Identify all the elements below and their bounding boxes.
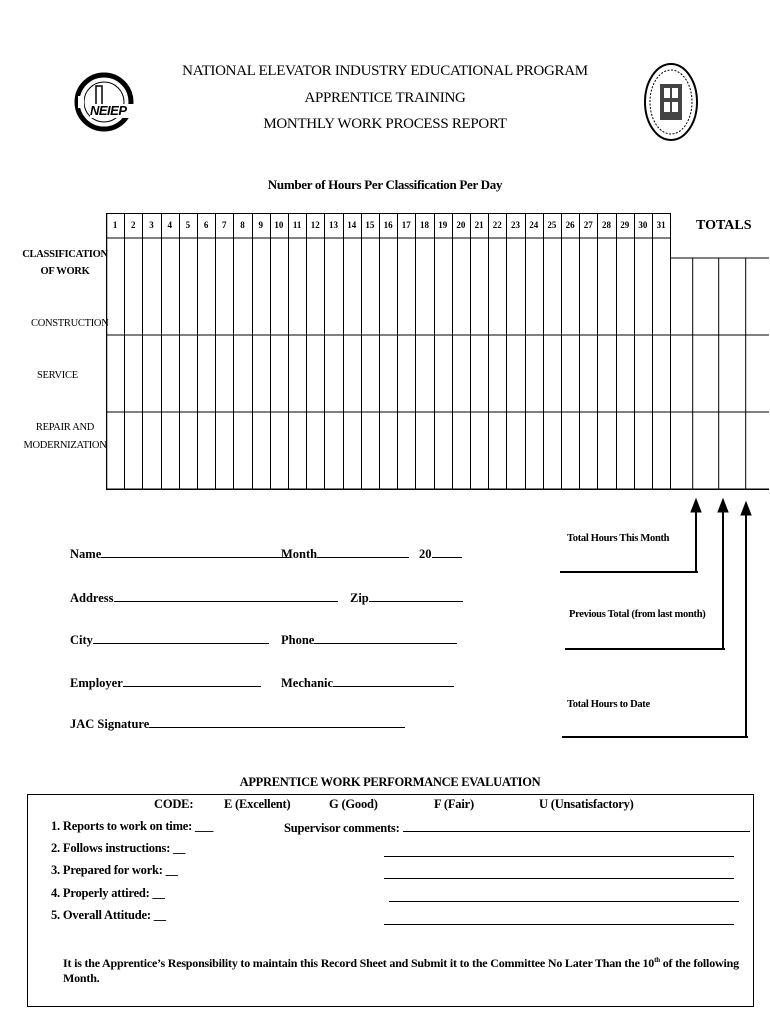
neiep-logo-icon — [74, 66, 138, 138]
hours-cell[interactable] — [635, 413, 651, 488]
employer-label: Employer — [70, 676, 123, 690]
hours-cell[interactable] — [617, 239, 633, 334]
classification-label-2: OF WORK — [40, 266, 90, 277]
hours-cell[interactable] — [180, 336, 196, 411]
hours-cell[interactable] — [362, 336, 378, 411]
hours-cell[interactable] — [380, 413, 396, 488]
eval-item-4[interactable]: 4. Properly attired: __ — [51, 886, 165, 900]
mechanic-label: Mechanic — [281, 676, 334, 690]
hours-cell[interactable] — [362, 239, 378, 334]
footer-note-sup: th — [654, 956, 660, 964]
hours-cell[interactable] — [453, 413, 469, 488]
hours-cell[interactable] — [653, 336, 669, 411]
day-header: 22 — [492, 220, 502, 230]
arrow-up-icon — [741, 502, 751, 515]
day-header: 31 — [656, 220, 666, 230]
hours-cell[interactable] — [180, 239, 196, 334]
jac-signature-field[interactable] — [70, 715, 405, 732]
hours-cell[interactable] — [325, 413, 341, 488]
employer-line[interactable] — [123, 674, 261, 687]
hours-cell[interactable] — [471, 239, 487, 334]
hours-cell[interactable] — [471, 413, 487, 488]
day-header: 19 — [438, 220, 448, 230]
hours-cell[interactable] — [344, 239, 360, 334]
zip-field[interactable] — [350, 589, 463, 606]
hours-cell[interactable] — [580, 239, 596, 334]
day-header: 25 — [547, 220, 557, 230]
hours-cell[interactable] — [198, 336, 214, 411]
hours-cell[interactable] — [544, 413, 560, 488]
evaluation-box — [27, 794, 754, 1007]
hours-cell[interactable] — [344, 413, 360, 488]
phone-line[interactable] — [314, 631, 457, 644]
day-header: 1 — [112, 220, 118, 230]
day-header: 8 — [240, 220, 245, 230]
city-label: City — [70, 633, 93, 647]
hours-cell[interactable] — [380, 239, 396, 334]
grid-caption: Number of Hours Per Classification Per Day — [267, 177, 503, 192]
hours-cell[interactable] — [435, 336, 451, 411]
hours-cell[interactable] — [635, 336, 651, 411]
hours-cell[interactable] — [125, 239, 141, 334]
hours-cell[interactable] — [580, 336, 596, 411]
hours-cell[interactable] — [471, 336, 487, 411]
hours-cell[interactable] — [544, 336, 560, 411]
hours-cell[interactable] — [253, 336, 269, 411]
hours-cell[interactable] — [289, 413, 305, 488]
hours-cell[interactable] — [253, 239, 269, 334]
day-header: 21 — [474, 220, 484, 230]
phone-field[interactable] — [281, 631, 457, 648]
header-line-2: APPRENTICE TRAINING — [304, 90, 466, 106]
hours-cell[interactable] — [398, 336, 414, 411]
hours-cell[interactable] — [325, 239, 341, 334]
eval-item-5[interactable]: 5. Overall Attitude: __ — [51, 908, 166, 922]
day-header: 16 — [383, 220, 393, 230]
row-label-service: SERVICE — [37, 370, 78, 381]
row-label-construction: CONSTRUCTION — [31, 318, 109, 329]
hours-cell[interactable] — [234, 336, 250, 411]
hours-cell[interactable] — [198, 413, 214, 488]
header-line-1: NATIONAL ELEVATOR INDUSTRY EDUCATIONAL PROGRAM — [182, 63, 588, 79]
hours-cell[interactable] — [507, 413, 523, 488]
arrow-up-icon — [691, 499, 701, 512]
hours-cell[interactable] — [143, 336, 159, 411]
hours-cell[interactable] — [271, 413, 287, 488]
footer-note-pre: It is the Apprentice’s Responsibility to maintain this Record Sheet and Submit it to the Committee No Later Than the 10 — [63, 956, 655, 970]
hours-cell[interactable] — [162, 336, 178, 411]
day-header: 24 — [529, 220, 539, 230]
day-header: 10 — [274, 220, 284, 230]
hours-cell[interactable] — [253, 413, 269, 488]
hours-cell[interactable] — [216, 413, 232, 488]
month-field[interactable] — [281, 545, 409, 562]
totals-header: TOTALS — [696, 218, 752, 233]
hours-cell[interactable] — [435, 239, 451, 334]
name-field[interactable] — [70, 545, 289, 562]
hours-cell[interactable] — [544, 239, 560, 334]
day-header: 20 — [456, 220, 466, 230]
zip-line[interactable] — [369, 589, 463, 602]
hours-cell[interactable] — [125, 336, 141, 411]
hours-cell[interactable] — [143, 413, 159, 488]
seal-icon — [643, 62, 699, 142]
day-header: 12 — [310, 220, 320, 230]
hours-cell[interactable] — [562, 336, 578, 411]
hours-cell[interactable] — [526, 336, 542, 411]
hours-cell[interactable] — [289, 336, 305, 411]
day-header: 7 — [222, 220, 227, 230]
day-header: 17 — [401, 220, 411, 230]
hours-cell[interactable] — [271, 239, 287, 334]
hours-cell[interactable] — [234, 239, 250, 334]
supervisor-comments-line-1[interactable] — [403, 819, 750, 832]
previous-total-label: Previous Total (from last month) — [569, 609, 706, 620]
day-header: 18 — [419, 220, 429, 230]
supervisor-comments-line-5[interactable] — [384, 924, 734, 925]
month-line[interactable] — [317, 545, 409, 558]
hours-cell[interactable] — [107, 413, 123, 488]
day-header: 2 — [131, 220, 136, 230]
hours-cell[interactable] — [453, 239, 469, 334]
neiep-logo-text: NEIEP — [90, 103, 127, 118]
hours-cell[interactable] — [653, 239, 669, 334]
code-excellent: E (Excellent) — [224, 797, 291, 811]
hours-cell[interactable] — [398, 413, 414, 488]
eval-item-2[interactable]: 2. Follows instructions: __ — [51, 841, 186, 855]
seal-logo — [643, 62, 699, 142]
hours-cell[interactable] — [598, 336, 614, 411]
code-unsatisfactory: U (Unsatisfactory) — [539, 797, 634, 811]
footer-note — [63, 956, 753, 986]
day-header: 5 — [185, 220, 191, 230]
mechanic-line[interactable] — [333, 674, 454, 687]
eval-item-1[interactable]: 1. Reports to work on time: ___ — [51, 819, 214, 833]
month-label: Month — [281, 547, 318, 561]
hours-grid — [106, 213, 769, 490]
name-line[interactable] — [101, 545, 289, 558]
hours-cell[interactable] — [143, 239, 159, 334]
day-header: 9 — [258, 220, 263, 230]
hours-cell[interactable] — [307, 239, 323, 334]
hours-cell[interactable] — [216, 336, 232, 411]
hours-cell[interactable] — [307, 336, 323, 411]
hours-cell[interactable] — [580, 413, 596, 488]
hours-cell[interactable] — [489, 239, 505, 334]
day-header: 3 — [149, 220, 154, 230]
hours-cell[interactable] — [380, 336, 396, 411]
day-header: 6 — [203, 220, 209, 230]
hours-cell[interactable] — [107, 239, 123, 334]
year-label: 20 — [419, 547, 432, 561]
hours-cell[interactable] — [162, 413, 178, 488]
classification-label-1: CLASSIFICATION — [22, 249, 108, 260]
day-header: 11 — [292, 220, 302, 230]
jac-signature-label: JAC Signature — [70, 717, 150, 731]
city-field[interactable] — [70, 631, 269, 648]
hours-cell[interactable] — [325, 336, 341, 411]
supervisor-comments-line-4[interactable] — [389, 901, 739, 902]
day-header: 26 — [565, 220, 575, 230]
hours-cell[interactable] — [107, 336, 123, 411]
supervisor-comments-line-3[interactable] — [384, 878, 734, 879]
hours-cell[interactable] — [125, 413, 141, 488]
zip-label: Zip — [350, 591, 369, 605]
employer-field[interactable] — [70, 674, 261, 691]
day-header: 27 — [583, 220, 593, 230]
hours-cell[interactable] — [598, 239, 614, 334]
hours-cell[interactable] — [507, 239, 523, 334]
name-label: Name — [70, 547, 102, 561]
day-header: 28 — [601, 220, 611, 230]
day-header: 14 — [347, 220, 357, 230]
hours-cell[interactable] — [307, 413, 323, 488]
total-to-date-label: Total Hours to Date — [567, 699, 650, 710]
row-label-repair-2: MODERNIZATION — [23, 440, 107, 451]
hours-cell[interactable] — [562, 239, 578, 334]
hours-cell[interactable] — [489, 336, 505, 411]
year-field[interactable] — [419, 545, 462, 562]
hours-cell[interactable] — [635, 239, 651, 334]
code-good: G (Good) — [329, 797, 378, 811]
day-header: 13 — [328, 220, 338, 230]
hours-cell[interactable] — [416, 413, 432, 488]
hours-cell[interactable] — [398, 239, 414, 334]
hours-cell[interactable] — [416, 239, 432, 334]
day-header: 30 — [638, 220, 648, 230]
code-fair: F (Fair) — [434, 797, 474, 811]
hours-cell[interactable] — [216, 239, 232, 334]
evaluation-title: APPRENTICE WORK PERFORMANCE EVALUATION — [239, 775, 541, 789]
hours-cell[interactable] — [526, 413, 542, 488]
day-header: 23 — [510, 220, 520, 230]
hours-cell[interactable] — [617, 413, 633, 488]
hours-cell[interactable] — [453, 336, 469, 411]
jac-signature-line[interactable] — [149, 715, 405, 728]
neiep-logo — [74, 66, 138, 138]
footer-note-post: of the following Month. — [63, 956, 739, 985]
hours-cell[interactable] — [617, 336, 633, 411]
hours-cell[interactable] — [489, 413, 505, 488]
hours-cell[interactable] — [416, 336, 432, 411]
day-header: 15 — [365, 220, 375, 230]
hours-cell[interactable] — [289, 239, 305, 334]
day-header: 29 — [620, 220, 630, 230]
hours-cell[interactable] — [435, 413, 451, 488]
hours-cell[interactable] — [598, 413, 614, 488]
row-label-repair-1: REPAIR AND — [35, 422, 95, 433]
day-header: 4 — [167, 220, 172, 230]
code-label: CODE: — [154, 797, 194, 811]
hours-cell[interactable] — [653, 413, 669, 488]
hours-cell[interactable] — [507, 336, 523, 411]
hours-cell[interactable] — [526, 239, 542, 334]
phone-label: Phone — [281, 633, 315, 647]
supervisor-comments-label: Supervisor comments: — [284, 821, 400, 835]
supervisor-comments-line-2[interactable] — [384, 856, 734, 857]
city-line[interactable] — [93, 631, 269, 644]
year-line[interactable] — [432, 545, 462, 558]
address-line[interactable] — [114, 589, 338, 602]
hours-cell[interactable] — [180, 413, 196, 488]
address-field[interactable] — [70, 589, 338, 606]
hours-cell[interactable] — [362, 413, 378, 488]
hours-cell[interactable] — [344, 336, 360, 411]
hours-cell[interactable] — [562, 413, 578, 488]
arrow-up-icon — [718, 499, 728, 512]
hours-cell[interactable] — [198, 239, 214, 334]
hours-cell[interactable] — [162, 239, 178, 334]
mechanic-field[interactable] — [281, 674, 454, 691]
hours-cell[interactable] — [234, 413, 250, 488]
hours-cell[interactable] — [271, 336, 287, 411]
total-this-month-label: Total Hours This Month — [567, 533, 670, 544]
eval-item-3[interactable]: 3. Prepared for work: __ — [51, 863, 178, 877]
header-line-3: MONTHLY WORK PROCESS REPORT — [263, 116, 507, 132]
supervisor-comments-field[interactable] — [284, 819, 750, 836]
address-label: Address — [70, 591, 114, 605]
